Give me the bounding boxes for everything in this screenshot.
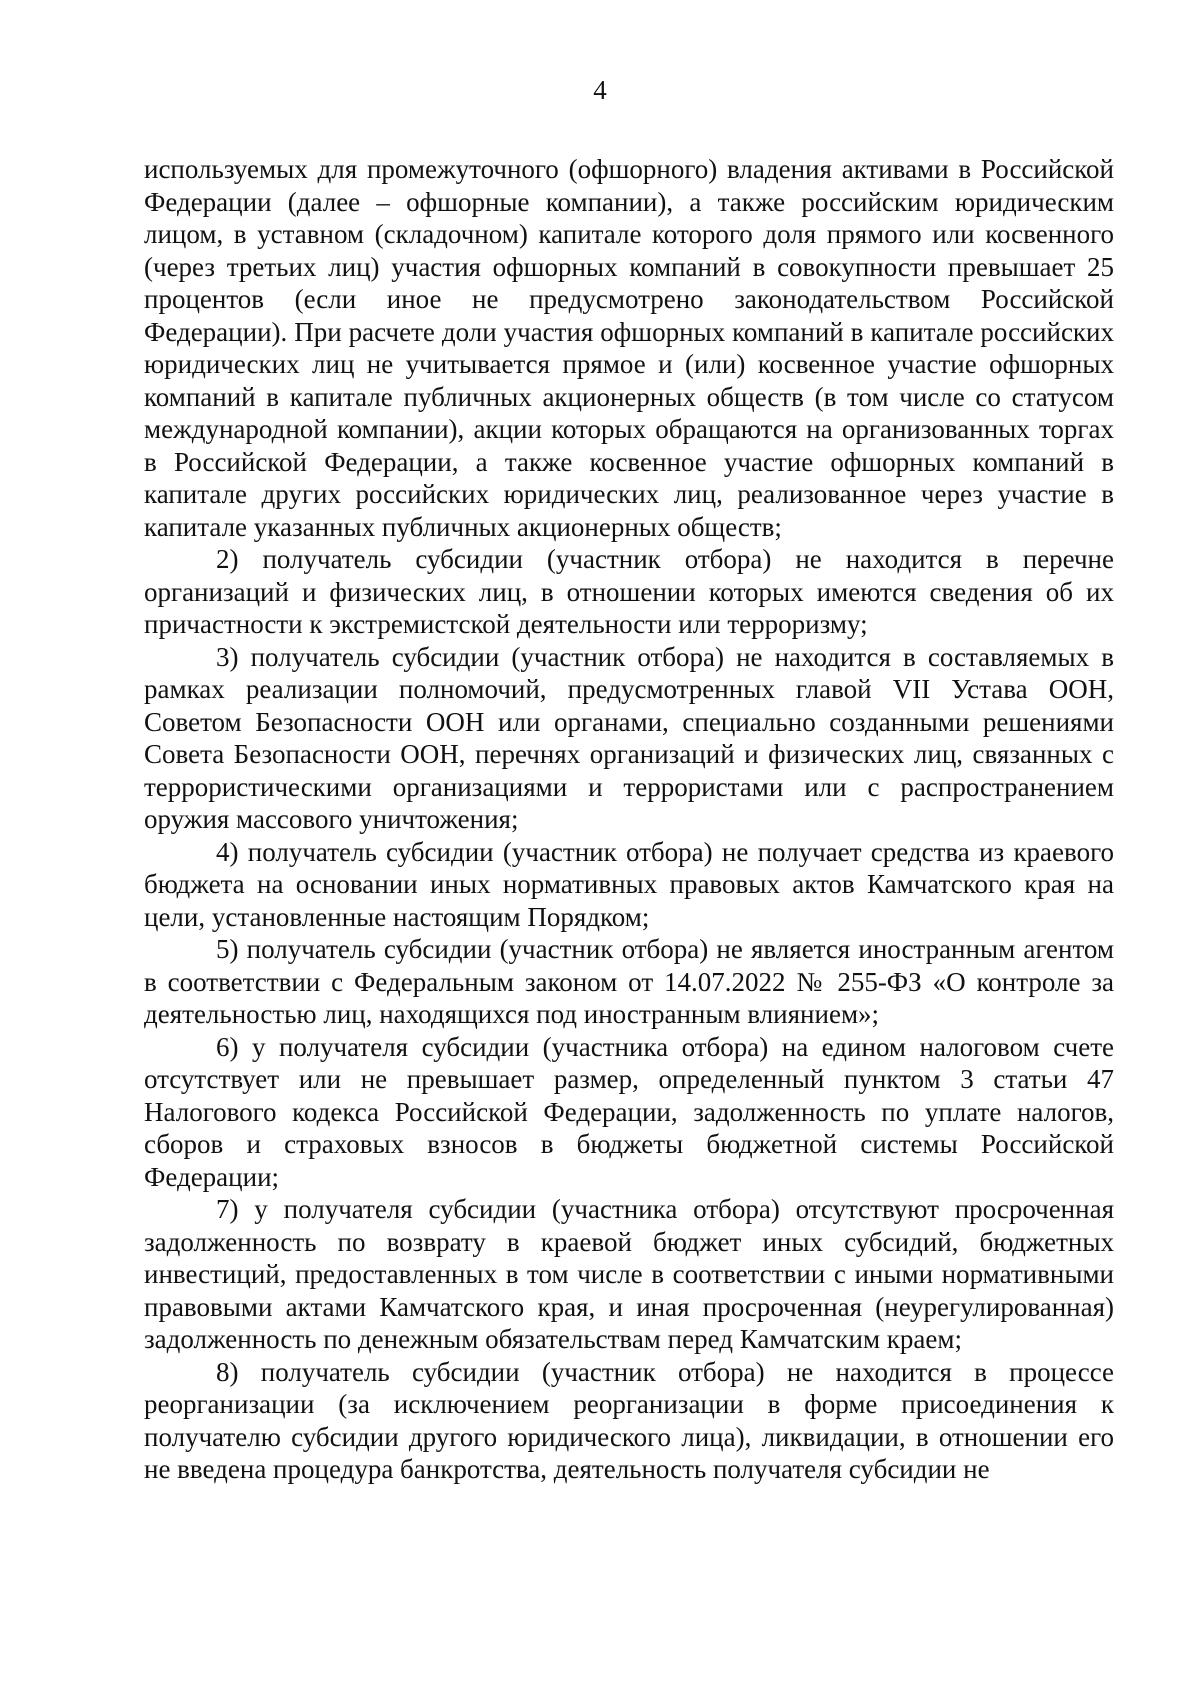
paragraph-item-3: 3) получатель субсидии (участник отбора) не находится в составляемых в рамках реализации полномочий, предусмотренных главой VII Устава ООН, Советом Безопасности ООН или органами, специально созданными решениями Совета Безопасности ООН, перечнях организаций и физических лиц, связанных с террористическими организациями и террористами или с распространением оружия массового уничтожения; [144,641,1114,834]
paragraph-continuation: используемых для промежуточного (офшорного) владения активами в Российской Федерации (далее – офшорные компании), а также российским юридическим лицом, в уставном (складочном) капитале которого доля прямого или косвенного (через третьих лиц) участия офшорных компаний в совокупности превышает 25 процентов (если иное не предусмотрено законодательством Российской Федерации). При расчете доли участия офшорных компаний в капитале российских юридических лиц не учитывается прямое и (или) косвенное участие офшорных компаний в капитале публичных акционерных обществ (в том числе со статусом международной компании), акции которых обращаются на организованных торгах в Российской Федерации, а также косвенное участие офшорных компаний в капитале других российских юридических лиц, реализованное через участие в капитале указанных публичных акционерных обществ; [144,154,1114,542]
paragraph-item-6: 6) у получателя субсидии (участника отбора) на едином налоговом счете отсутствует или не превышает размер, определенный пунктом 3 статьи 47 Налогового кодекса Российской Федерации, задолженность по уплате налогов, сборов и страховых взносов в бюджеты бюджетной системы Российской Федерации; [144,1031,1114,1192]
paragraph-item-2: 2) получатель субсидии (участник отбора) не находится в перечне организаций и физических лиц, в отношении которых имеются сведения об их причастности к экстремистской деятельности или терроризму; [144,544,1114,639]
paragraph-item-7: 7) у получателя субсидии (участника отбора) отсутствуют просроченная задолженность по возврату в краевой бюджет иных субсидий, бюджетных инвестиций, предоставленных в том числе в соответствии с иными нормативными правовыми актами Камчатского края, и иная просроченная (неурегулированная) задолженность по денежным обязательствам перед Камчатским краем; [144,1194,1114,1354]
paragraph-item-4: 4) получатель субсидии (участник отбора) не получает средства из краевого бюджета на основании иных нормативных правовых актов Камчатского края на цели, установленные настоящим Порядком; [144,836,1114,932]
paragraph-item-5: 5) получатель субсидии (участник отбора) не является иностранным агентом в соответствии с Федеральным законом от 14.07.2022 № 255-ФЗ «О контроле за деятельностью лиц, находящихся под иностранным влиянием»; [144,934,1114,1029]
document-body [144,153,1114,1486]
paragraph-item-8: 8) получатель субсидии (участник отбора) не находится в процессе реорганизации (за исключением реорганизации в форме присоединения к получателю субсидии другого юридического лица), ликвидации, в отношении его не введена процедура банкротства, деятельность получателя субсидии не [144,1356,1114,1484]
page-number: 4 [593,75,607,105]
